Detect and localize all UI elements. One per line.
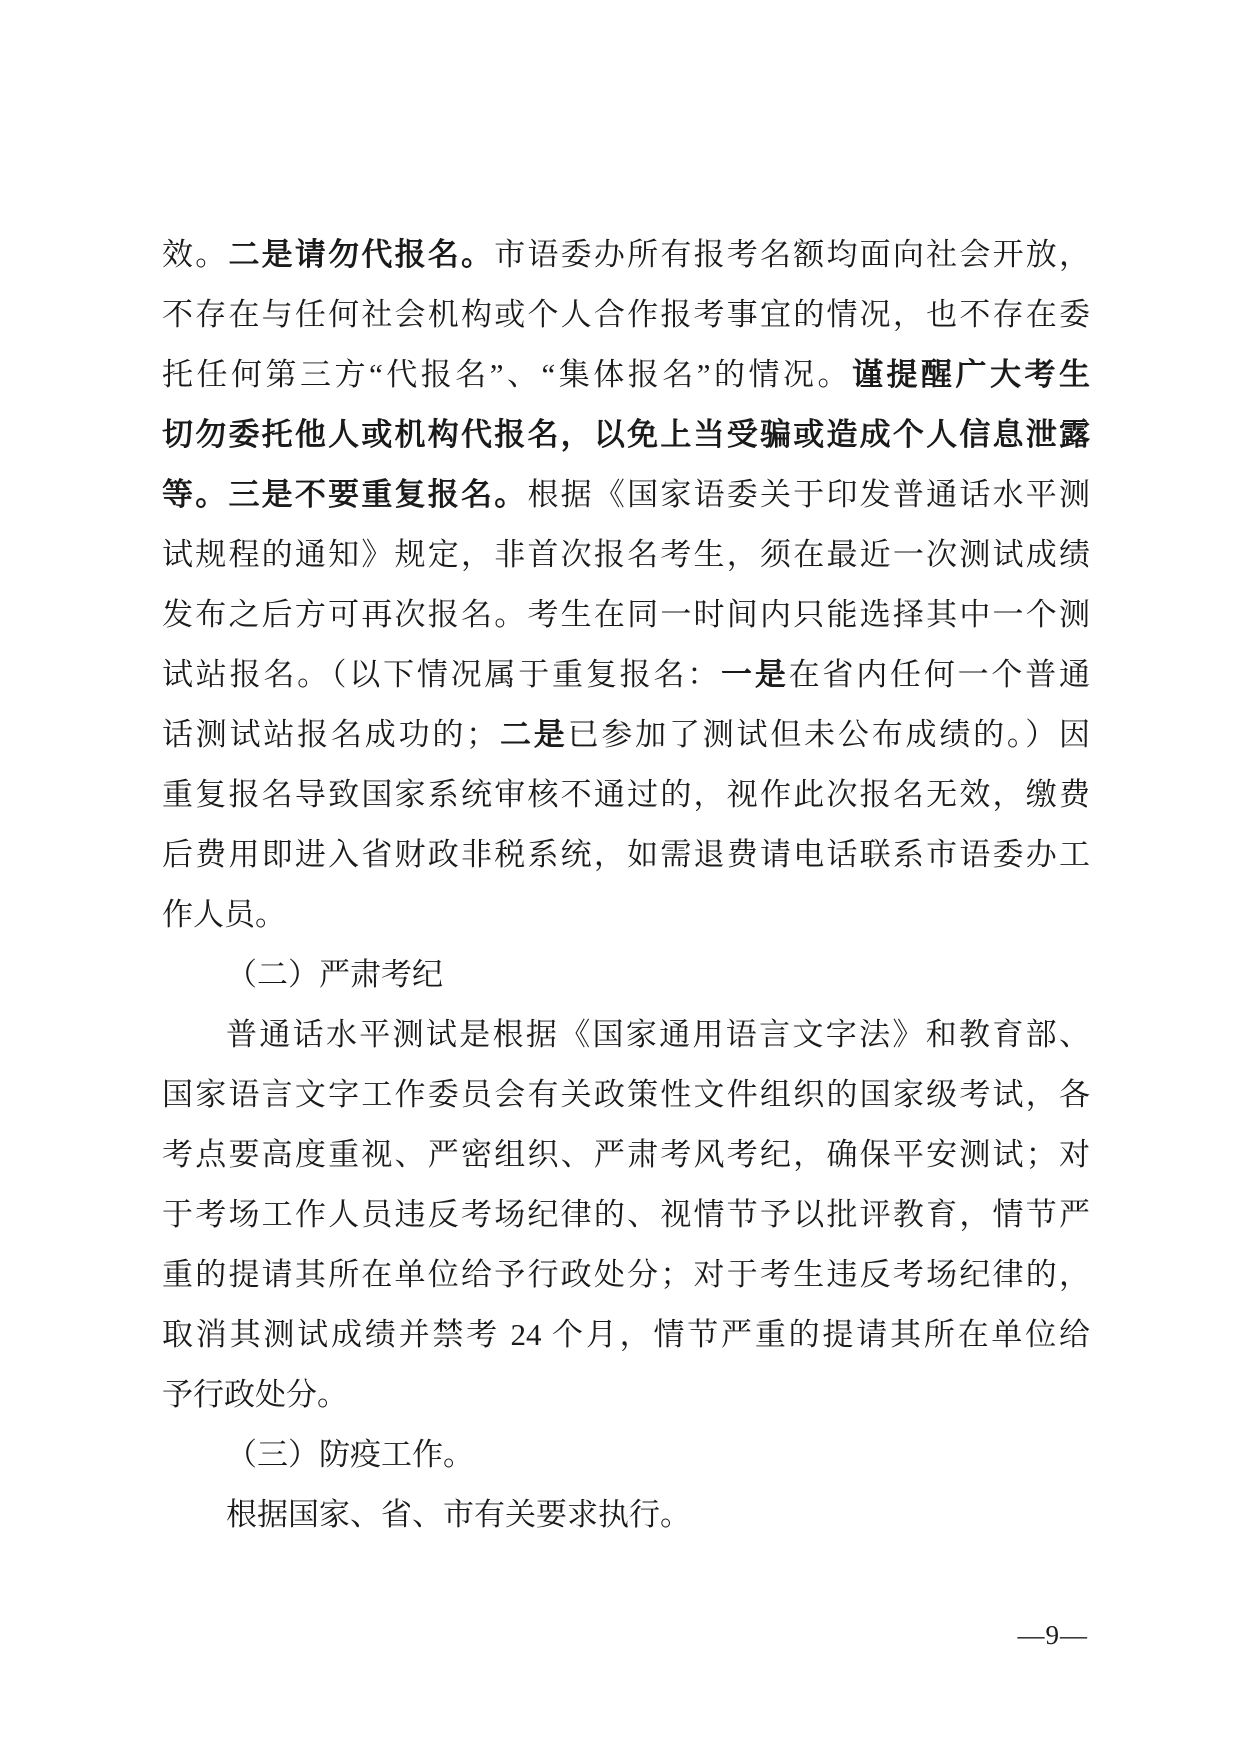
text-run: 后费用即进入省财政非税系统，如需退费请电话联系市语委办工 [162,837,1090,872]
document-line [162,1065,1090,1125]
document-line [162,1005,1090,1065]
text-run: 重复报名导致国家系统审核不通过的，视作此次报名无效，缴费 [162,777,1090,812]
text-run: 已参加了测试但未公布成绩的。）因 [567,717,1090,752]
text-run: 考点要高度重视、严密组织、严肃考风考纪，确保平安测试；对 [162,1137,1090,1172]
text-run: 重的提请其所在单位给予行政处分；对于考生违反考场纪律的， [162,1257,1090,1292]
section-heading-line [162,1425,1090,1485]
section-heading-line [162,945,1090,1005]
emphasis-text-run: 切勿委托他人或机构代报名，以免上当受骗或造成个人信息泄露 [162,417,1090,452]
emphasis-text-run: 一是 [721,657,789,692]
emphasis-text-run: 等。三是不要重复报名。 [162,477,528,512]
document-line [162,405,1090,465]
document-line [162,1305,1090,1365]
document-line [162,525,1090,585]
text-run: 于考场工作人员违反考场纪律的、视情节予以批评教育，情节严 [162,1197,1090,1232]
document-line [162,1365,1090,1425]
document-line [162,1245,1090,1305]
document-line [162,225,1090,285]
text-run: 国家语言文字工作委员会有关政策性文件组织的国家级考试，各 [162,1077,1090,1112]
text-run: 不存在与任何社会机构或个人合作报考事宜的情况，也不存在委 [162,297,1090,332]
text-run: 发布之后方可再次报名。考生在同一时间内只能选择其中一个测 [162,597,1090,632]
document-line [162,645,1090,705]
page-number: —9— [1017,1620,1088,1650]
document-line [162,825,1090,885]
text-run: 根据国家、省、市有关要求执行。 [226,1497,691,1532]
text-run: 试规程的通知》规定，非首次报名考生，须在最近一次测试成绩 [162,537,1090,572]
document-line [162,585,1090,645]
text-run: 普通话水平测试是根据《国家通用语言文字法》和教育部、 [226,1017,1090,1052]
document-line [162,285,1090,345]
document-line [162,1125,1090,1185]
text-run: 效。 [162,237,229,272]
document-line [162,1485,1090,1545]
text-run: （三）防疫工作。 [226,1437,474,1472]
document-line [162,465,1090,525]
text-run: 托任何第三方“代报名”、“集体报名”的情况。 [162,357,852,392]
text-run: （二）严肃考纪 [226,957,443,992]
text-block [162,225,1090,1545]
text-run: 作人员。 [162,897,286,932]
document-line [162,345,1090,405]
document-line [162,885,1090,945]
document-line [162,1185,1090,1245]
text-run: 取消其测试成绩并禁考 24 个月，情节严重的提请其所在单位给 [162,1317,1090,1352]
document-line [162,705,1090,765]
text-run: 话测试站报名成功的； [162,717,498,752]
emphasis-text-run: 二是请勿代报名。 [228,237,495,272]
document-line [162,765,1090,825]
emphasis-text-run: 二是 [497,717,568,752]
text-run: 予行政处分。 [162,1377,348,1412]
text-run: 在省内任何一个普通 [788,657,1090,692]
text-run: 试站报名。（以下情况属于重复报名： [162,657,722,692]
text-run: 市语委办所有报考名额均面向社会开放， [494,237,1090,272]
text-run: 根据《国家语委关于印发普通话水平测 [527,477,1090,512]
page-footer [1018,1620,1089,1650]
emphasis-text-run: 谨提醒广大考生 [852,357,1090,392]
